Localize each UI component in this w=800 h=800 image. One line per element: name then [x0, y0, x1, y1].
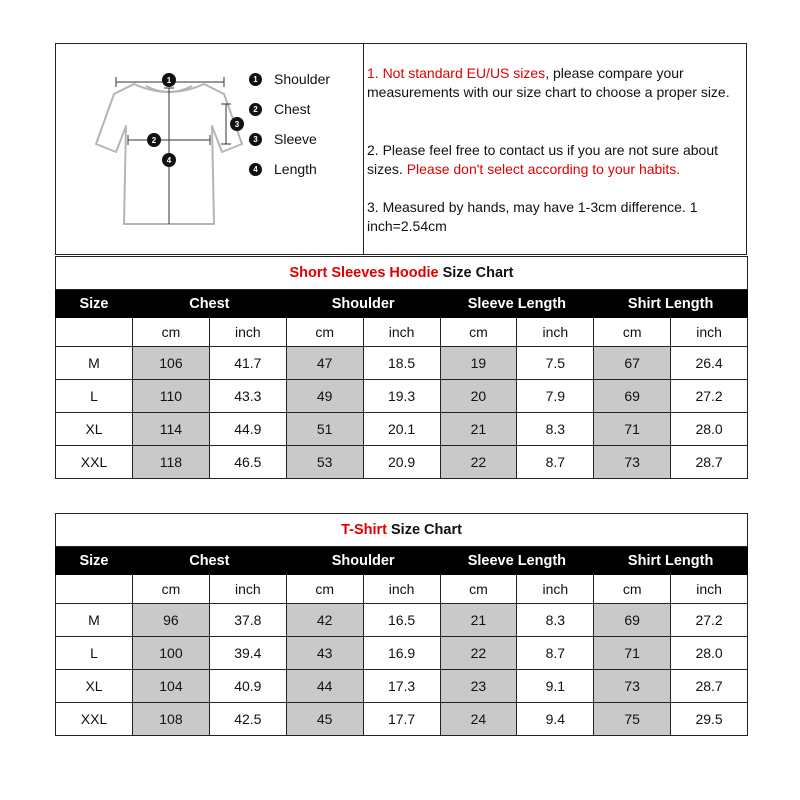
table-cell: 71: [594, 637, 671, 670]
table-row: [56, 446, 748, 479]
table-cell: 9.1: [517, 670, 594, 703]
table-cell: 27.2: [671, 380, 748, 413]
tshirt-diagram-icon: [94, 64, 244, 234]
table-cell: inch: [517, 318, 594, 347]
table-cell: 21: [440, 413, 517, 446]
hoodie-size-table: [55, 256, 748, 479]
table-cell: 20: [440, 380, 517, 413]
table-cell: 9.4: [517, 703, 594, 736]
table-cell: 8.7: [517, 446, 594, 479]
table-cell: 18.5: [363, 347, 440, 380]
table-cell: 28.0: [671, 637, 748, 670]
table-cell: XXL: [56, 446, 133, 479]
table-cell: 22: [440, 637, 517, 670]
table-cell: 51: [286, 413, 363, 446]
table-cell: [56, 575, 133, 604]
table-cell: XL: [56, 413, 133, 446]
table-cell: 53: [286, 446, 363, 479]
table-cell: 23: [440, 670, 517, 703]
table-cell: Size: [56, 547, 133, 575]
table-cell: 42.5: [209, 703, 286, 736]
unit-row: [56, 575, 748, 604]
table-cell: 40.9: [209, 670, 286, 703]
table-header: [56, 547, 748, 575]
measurement-guide: [55, 43, 747, 255]
table-cell: 39.4: [209, 637, 286, 670]
table-title: T-Shirt Size Chart: [56, 514, 748, 547]
table-cell: inch: [209, 318, 286, 347]
table-cell: 45: [286, 703, 363, 736]
table-cell: inch: [671, 318, 748, 347]
table-cell: inch: [363, 575, 440, 604]
table-title: Short Sleeves Hoodie Size Chart: [56, 257, 748, 290]
svg-text:3: 3: [234, 120, 240, 129]
table-cell: cm: [286, 318, 363, 347]
table-header: [56, 290, 748, 318]
table-cell: cm: [440, 318, 517, 347]
table-cell: 28.0: [671, 413, 748, 446]
legend-item-sleeve: 3 Sleeve: [249, 124, 330, 154]
table-cell: 42: [286, 604, 363, 637]
table-cell: 28.7: [671, 446, 748, 479]
table-cell: L: [56, 380, 133, 413]
table-cell: 8.3: [517, 413, 594, 446]
table-cell: Shirt Length: [594, 547, 748, 575]
table-row: [56, 703, 748, 736]
table-cell: 106: [133, 347, 210, 380]
number-2-icon: 2: [249, 103, 262, 116]
svg-text:4: 4: [166, 156, 172, 165]
table-cell: 41.7: [209, 347, 286, 380]
table-cell: Sleeve Length: [440, 290, 594, 318]
table-cell: 110: [133, 380, 210, 413]
table-row: [56, 637, 748, 670]
table-cell: 114: [133, 413, 210, 446]
measurement-diagram: [56, 44, 364, 254]
table-cell: cm: [440, 575, 517, 604]
table-cell: 27.2: [671, 604, 748, 637]
table-cell: 49: [286, 380, 363, 413]
table-cell: 108: [133, 703, 210, 736]
table-cell: 100: [133, 637, 210, 670]
table-cell: inch: [517, 575, 594, 604]
measurement-legend: [249, 64, 330, 184]
table-row: [56, 347, 748, 380]
table-cell: 22: [440, 446, 517, 479]
table-cell: Chest: [133, 547, 287, 575]
table-cell: 21: [440, 604, 517, 637]
table-cell: 8.3: [517, 604, 594, 637]
legend-item-chest: 2 Chest: [249, 94, 330, 124]
table-cell: cm: [133, 575, 210, 604]
table-cell: 20.9: [363, 446, 440, 479]
table-cell: 104: [133, 670, 210, 703]
table-cell: 75: [594, 703, 671, 736]
table-cell: L: [56, 637, 133, 670]
table-cell: 19.3: [363, 380, 440, 413]
table-cell: Shoulder: [286, 547, 440, 575]
table-cell: 17.7: [363, 703, 440, 736]
table-cell: 44.9: [209, 413, 286, 446]
table-cell: Size: [56, 290, 133, 318]
table-cell: 26.4: [671, 347, 748, 380]
table-cell: Sleeve Length: [440, 547, 594, 575]
table-row: [56, 604, 748, 637]
table-cell: 17.3: [363, 670, 440, 703]
legend-item-shoulder: 1 Shoulder: [249, 64, 330, 94]
table-cell: 7.9: [517, 380, 594, 413]
table-cell: 20.1: [363, 413, 440, 446]
table-cell: 43.3: [209, 380, 286, 413]
table-row: [56, 670, 748, 703]
table-cell: 118: [133, 446, 210, 479]
table-cell: 73: [594, 670, 671, 703]
table-cell: inch: [363, 318, 440, 347]
size-notes: [366, 44, 746, 254]
table-cell: 24: [440, 703, 517, 736]
table-cell: 69: [594, 604, 671, 637]
svg-text:1: 1: [166, 76, 172, 85]
table-cell: [56, 318, 133, 347]
table-cell: 29.5: [671, 703, 748, 736]
table-cell: 67: [594, 347, 671, 380]
table-cell: 46.5: [209, 446, 286, 479]
table-cell: 43: [286, 637, 363, 670]
svg-text:2: 2: [151, 136, 157, 145]
table-cell: 37.8: [209, 604, 286, 637]
table-cell: 28.7: [671, 670, 748, 703]
table-row: [56, 380, 748, 413]
table-cell: inch: [671, 575, 748, 604]
table-cell: cm: [594, 575, 671, 604]
table-cell: inch: [209, 575, 286, 604]
table-cell: 73: [594, 446, 671, 479]
table-cell: 19: [440, 347, 517, 380]
table-cell: 69: [594, 380, 671, 413]
table-cell: Chest: [133, 290, 287, 318]
table-cell: Shirt Length: [594, 290, 748, 318]
table-cell: M: [56, 604, 133, 637]
table-cell: XXL: [56, 703, 133, 736]
note-1: 1. Not standard EU/US sizes, please compare your measurements with our size chart to choose a proper size.: [367, 65, 730, 100]
table-cell: Shoulder: [286, 290, 440, 318]
table-cell: 7.5: [517, 347, 594, 380]
table-cell: 8.7: [517, 637, 594, 670]
table-cell: 44: [286, 670, 363, 703]
table-cell: cm: [594, 318, 671, 347]
table-row: [56, 413, 748, 446]
table-cell: cm: [133, 318, 210, 347]
table-cell: 96: [133, 604, 210, 637]
tshirt-size-table: [55, 513, 748, 736]
number-3-icon: 3: [249, 133, 262, 146]
legend-item-length: 4 Length: [249, 154, 330, 184]
table-cell: 71: [594, 413, 671, 446]
number-4-icon: 4: [249, 163, 262, 176]
table-cell: XL: [56, 670, 133, 703]
number-1-icon: 1: [249, 73, 262, 86]
table-cell: 16.5: [363, 604, 440, 637]
table-cell: cm: [286, 575, 363, 604]
table-cell: M: [56, 347, 133, 380]
unit-row: [56, 318, 748, 347]
note-2: 2. Please feel free to contact us if you are not sure about sizes. Please don't select according to your habits.: [367, 142, 718, 177]
table-cell: 16.9: [363, 637, 440, 670]
note-3: 3. Measured by hands, may have 1-3cm difference. 1 inch=2.54cm: [367, 199, 698, 234]
table-cell: 47: [286, 347, 363, 380]
